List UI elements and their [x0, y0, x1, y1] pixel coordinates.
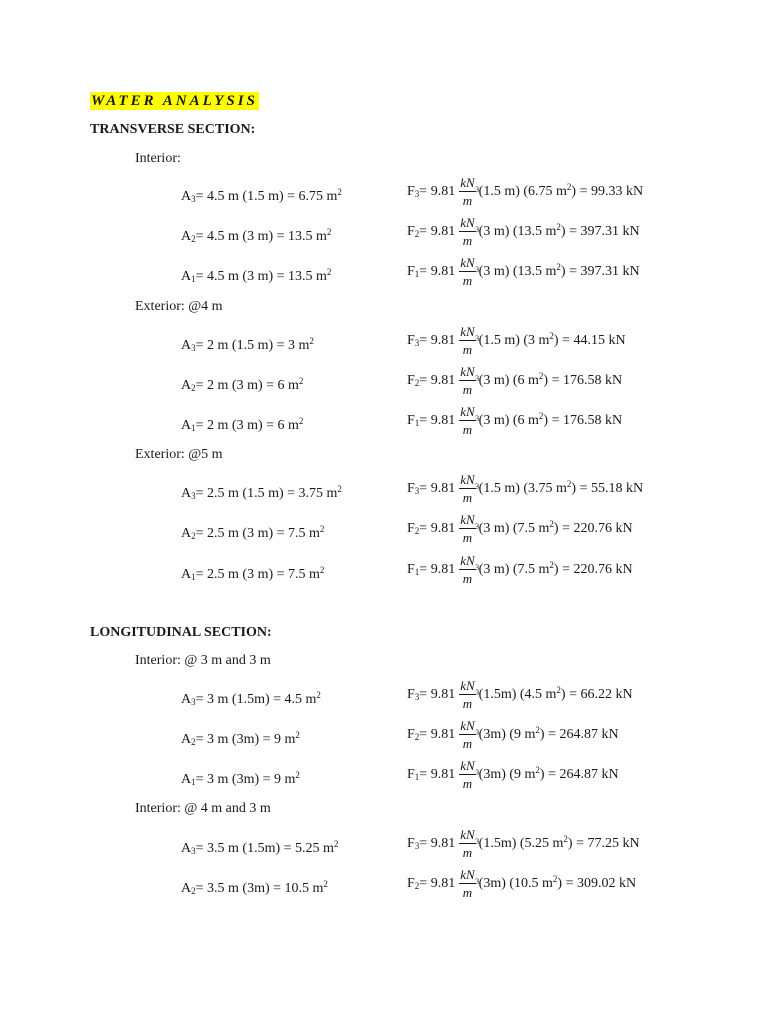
force-equation [407, 679, 633, 710]
subscript: 2 [414, 377, 420, 388]
force-symbol: $F_2$ [407, 875, 420, 891]
force-prefix: = 9.81 [419, 263, 456, 279]
force-expression: (3 m) (7.5 $m^2) = 220.76$ kN [478, 518, 633, 536]
page-title: WATER ANALYSIS [91, 93, 258, 109]
force-prefix: = 9.81 [419, 183, 456, 199]
subscript: 1 [414, 771, 420, 782]
subscript: 3 [414, 840, 420, 851]
unit-fraction [459, 867, 480, 900]
force-symbol: $F_1$ [407, 263, 420, 279]
force-equation [407, 513, 633, 544]
unit-denominator: m 3 [462, 185, 480, 208]
force-equation [407, 216, 640, 247]
exponent: 2 [298, 376, 304, 386]
unit-denominator: m 3 [462, 265, 480, 288]
unit-fraction [459, 827, 480, 860]
unit-numerator: kN [460, 404, 475, 419]
area-expression: = 3.5 m (1.5m) = 5.25 m [195, 841, 334, 856]
exponent: 2 [316, 690, 321, 700]
subscript: 3 [191, 846, 196, 856]
area-equation: $A_2= 2.5$ m (3 m) = 7.5 $m^2$ [181, 524, 325, 541]
unit-denominator: m 3 [462, 414, 480, 437]
unit-fraction [459, 472, 480, 505]
group-label: Interior: @ 4 m and 3 m [135, 801, 271, 816]
unit-fraction [459, 678, 480, 711]
area-equation: $A_2= 3$ m (3m) = 9 $m^2$ [181, 730, 300, 747]
area-expression: = 4.5 m (3 m) = 13.5 m [195, 269, 327, 284]
force-symbol: $F_2$ [407, 223, 420, 239]
unit-numerator: kN [460, 512, 475, 527]
unit-numerator: kN [460, 758, 475, 773]
force-prefix: = 9.81 [419, 520, 456, 536]
unit-numerator: kN [460, 175, 475, 190]
subscript: 1 [414, 417, 420, 428]
unit-fraction [459, 404, 480, 437]
subscript: 3 [414, 337, 420, 348]
subscript: 3 [414, 691, 420, 702]
area-equation: $A_1= 3$ m (3m) = 9 $m^2$ [181, 770, 300, 787]
subscript: 2 [414, 731, 420, 742]
unit-fraction [459, 175, 480, 208]
force-equation [407, 473, 643, 504]
force-symbol: $F_3$ [407, 183, 420, 199]
force-prefix: = 9.81 [419, 726, 456, 742]
area-expression: = 3 m (3m) = 9 m [195, 732, 296, 747]
group-label: Interior: [135, 151, 181, 166]
group-label: Interior: @ 3 m and 3 m [135, 653, 271, 668]
subscript: 3 [191, 194, 196, 204]
unit-denominator: m 3 [462, 563, 480, 586]
force-prefix: = 9.81 [419, 332, 456, 348]
force-expression: (1.5 m) (6.75 $m^2) = 99.33$ kN [478, 181, 644, 199]
unit-denominator: m 3 [462, 837, 480, 860]
force-symbol: $F_2$ [407, 726, 420, 742]
area-expression: = 3.5 m (3m) = 10.5 m [195, 881, 324, 896]
group-label: Exterior: @4 m [135, 299, 223, 314]
unit-numerator: kN [460, 827, 475, 842]
longitudinal-heading: LONGITUDINAL SECTION: [90, 625, 272, 640]
force-symbol: $F_3$ [407, 686, 420, 702]
unit-numerator: kN [460, 867, 475, 882]
area-equation: $A_3= 4.5$ m (1.5 m) = 6.75 $m^2$ [181, 187, 342, 204]
exponent: 2 [298, 416, 304, 426]
force-symbol: $F_3$ [407, 480, 420, 496]
force-equation [407, 868, 636, 899]
area-equation: $A_1= 2$ m (3 m) = 6 $m^2$ [181, 416, 304, 433]
area-expression: = 3 m (1.5m) = 4.5 m [195, 692, 317, 707]
force-prefix: = 9.81 [419, 561, 456, 577]
area-expression: = 2.5 m (3 m) = 7.5 m [195, 567, 320, 582]
area-equation: $A_3= 2.5$ m (1.5 m) = 3.75 $m^2$ [181, 484, 342, 501]
area-equation: $A_3= 3$ m (1.5m) = 4.5 $m^2$ [181, 690, 321, 707]
force-expression: (3 m) (13.5 $m^2) = 397.31$ kN [478, 221, 640, 239]
area-expression: = 2.5 m (3 m) = 7.5 m [195, 526, 320, 541]
area-expression: = 3 m (3m) = 9 m [195, 772, 296, 787]
transverse-heading: TRANSVERSE SECTION: [90, 122, 256, 137]
force-expression: (3m) (9 $m^2) = 264.87$ kN [478, 764, 619, 782]
force-equation [407, 325, 626, 356]
force-symbol: $F_3$ [407, 332, 420, 348]
unit-numerator: kN [460, 718, 475, 733]
subscript: 1 [191, 423, 196, 433]
unit-denominator: m 3 [462, 334, 480, 357]
subscript: 2 [414, 525, 420, 536]
subscript: 2 [191, 531, 196, 541]
exponent: 2 [333, 839, 339, 849]
force-symbol: $F_1$ [407, 561, 420, 577]
subscript: 2 [414, 228, 420, 239]
force-symbol: $F_1$ [407, 766, 420, 782]
force-expression: (3 m) (6 $m^2) = 176.58$ kN [478, 410, 623, 428]
subscript: 2 [414, 880, 420, 891]
subscript: 3 [191, 697, 196, 707]
subscript: 3 [414, 485, 420, 496]
area-expression: = 2 m (3 m) = 6 m [195, 418, 299, 433]
force-expression: (3m) (9 $m^2) = 264.87$ kN [478, 724, 619, 742]
subscript: 3 [191, 491, 196, 501]
unit-fraction [459, 324, 480, 357]
force-equation [407, 719, 619, 750]
force-expression: (1.5m) (4.5 $m^2) = 66.22$ kN [478, 684, 633, 702]
subscript: 3 [191, 343, 196, 353]
force-expression: (3 m) (7.5 $m^2) = 220.76$ kN [478, 559, 633, 577]
force-prefix: = 9.81 [419, 223, 456, 239]
force-prefix: = 9.81 [419, 835, 456, 851]
exponent: 2 [326, 227, 332, 237]
exponent: 2 [295, 770, 300, 780]
unit-denominator: m 3 [462, 877, 480, 900]
unit-numerator: kN [460, 324, 475, 339]
force-prefix: = 9.81 [419, 480, 456, 496]
force-prefix: = 9.81 [419, 766, 456, 782]
subscript: 1 [191, 777, 196, 787]
force-prefix: = 9.81 [419, 686, 456, 702]
force-equation [407, 405, 622, 436]
group-label: Exterior: @5 m [135, 447, 223, 462]
force-symbol: $F_1$ [407, 412, 420, 428]
area-equation: $A_2= 4.5$ m (3 m) = 13.5 $m^2$ [181, 227, 332, 244]
unit-fraction [459, 512, 480, 545]
unit-numerator: kN [460, 678, 475, 693]
unit-numerator: kN [460, 472, 475, 487]
force-equation [407, 256, 640, 287]
exponent: 2 [319, 524, 325, 534]
unit-fraction [459, 718, 480, 751]
force-prefix: = 9.81 [419, 372, 456, 388]
unit-fraction [459, 364, 480, 397]
area-equation: $A_1= 4.5$ m (3 m) = 13.5 $m^2$ [181, 267, 332, 284]
force-expression: (1.5m) (5.25 $m^2) = 77.25$ kN [478, 833, 640, 851]
exponent: 2 [337, 187, 342, 197]
force-equation [407, 828, 640, 859]
area-equation: $A_2= 3.5$ m (3m) = 10.5 $m^2$ [181, 879, 328, 896]
area-equation: $A_1= 2.5$ m (3 m) = 7.5 $m^2$ [181, 565, 325, 582]
unit-denominator: m 3 [462, 688, 480, 711]
unit-fraction [459, 215, 480, 248]
unit-numerator: kN [460, 553, 475, 568]
exponent: 2 [323, 879, 328, 889]
area-expression: = 2 m (1.5 m) = 3 m [195, 338, 310, 353]
force-equation [407, 759, 619, 790]
subscript: 2 [191, 383, 196, 393]
exponent: 2 [295, 730, 300, 740]
force-expression: (1.5 m) (3 $m^2) = 44.15$ kN [478, 330, 626, 348]
unit-numerator: kN [460, 215, 475, 230]
exponent: 2 [326, 267, 332, 277]
subscript: 2 [191, 234, 196, 244]
area-equation: $A_2= 2$ m (3 m) = 6 $m^2$ [181, 376, 304, 393]
force-prefix: = 9.81 [419, 875, 456, 891]
unit-denominator: m 3 [462, 768, 480, 791]
area-expression: = 2 m (3 m) = 6 m [195, 378, 299, 393]
force-symbol: $F_2$ [407, 372, 420, 388]
area-expression: = 4.5 m (1.5 m) = 6.75 m [195, 189, 338, 204]
subscript: 3 [414, 188, 420, 199]
unit-denominator: m 3 [462, 522, 480, 545]
unit-fraction [459, 758, 480, 791]
unit-denominator: m 3 [462, 482, 480, 505]
force-expression: (3 m) (6 $m^2) = 176.58$ kN [478, 370, 623, 388]
unit-numerator: kN [460, 364, 475, 379]
force-symbol: $F_3$ [407, 835, 420, 851]
unit-fraction [459, 553, 480, 586]
force-prefix: = 9.81 [419, 412, 456, 428]
unit-denominator: m 3 [462, 728, 480, 751]
subscript: 1 [191, 572, 196, 582]
area-equation: $A_3= 2$ m (1.5 m) = 3 $m^2$ [181, 336, 314, 353]
exponent: 2 [309, 336, 314, 346]
area-expression: = 4.5 m (3 m) = 13.5 m [195, 229, 327, 244]
area-expression: = 2.5 m (1.5 m) = 3.75 m [195, 486, 338, 501]
unit-fraction [459, 255, 480, 288]
unit-numerator: kN [460, 255, 475, 270]
area-equation: $A_3= 3.5$ m (1.5m) = 5.25 $m^2$ [181, 839, 339, 856]
subscript: 1 [414, 268, 420, 279]
force-equation [407, 176, 643, 207]
subscript: 1 [191, 274, 196, 284]
force-symbol: $F_2$ [407, 520, 420, 536]
force-equation [407, 554, 633, 585]
subscript: 2 [191, 737, 196, 747]
force-expression: (1.5 m) (3.75 $m^2) = 55.18$ kN [478, 478, 644, 496]
unit-denominator: m 3 [462, 374, 480, 397]
subscript: 1 [414, 566, 420, 577]
exponent: 2 [319, 565, 325, 575]
force-equation [407, 365, 622, 396]
subscript: 2 [191, 886, 196, 896]
unit-denominator: m 3 [462, 225, 480, 248]
force-expression: (3 m) (13.5 $m^2) = 397.31$ kN [478, 261, 640, 279]
force-expression: (3m) (10.5 $m^2) = 309.02$ kN [478, 873, 637, 891]
exponent: 2 [337, 484, 342, 494]
